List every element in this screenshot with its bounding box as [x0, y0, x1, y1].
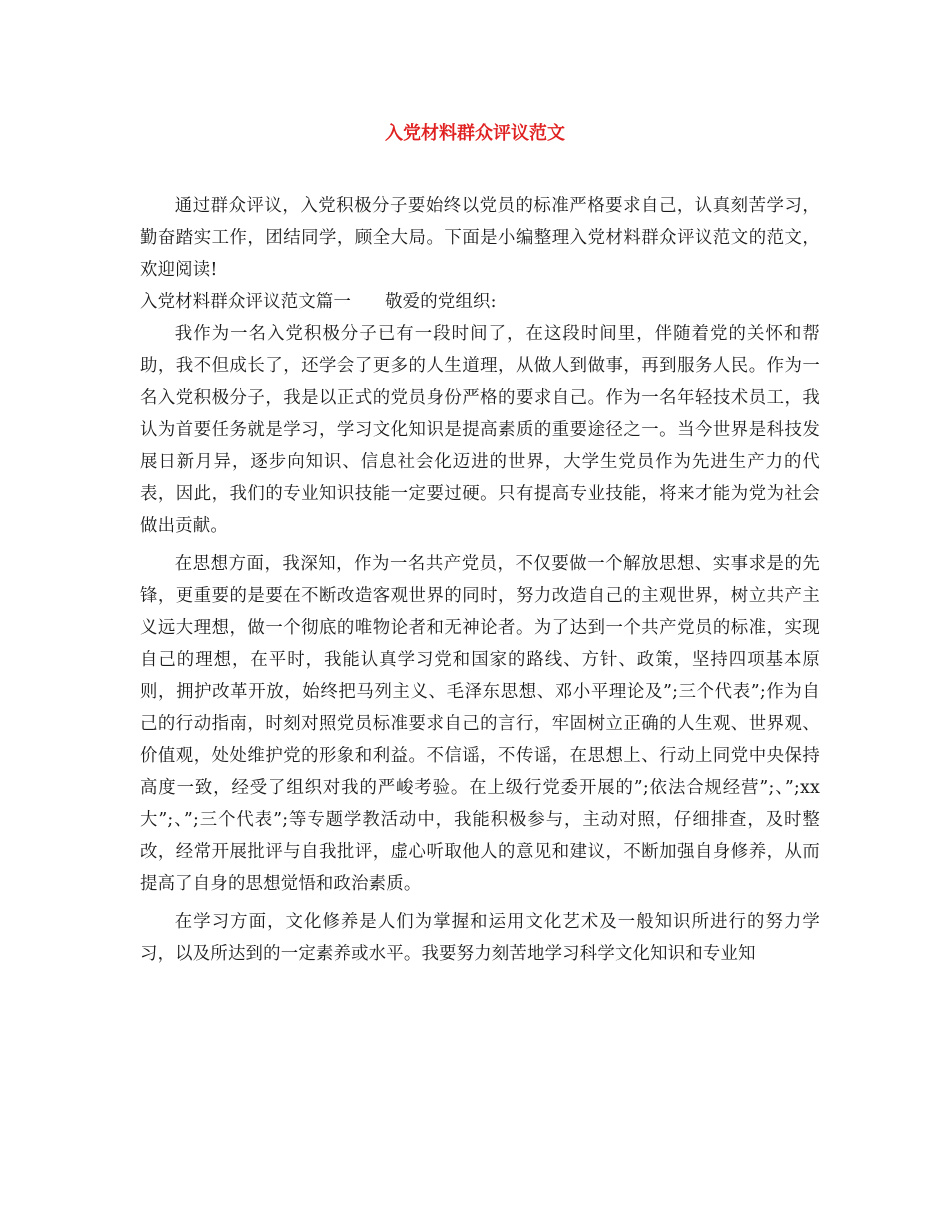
section-heading: 入党材料群众评议范文篇一 [140, 292, 352, 312]
body-paragraph-3: 在学习方面，文化修养是人们为掌握和运用文化艺术及一般知识所进行的努力学习，以及所达到的一定素养或水平。我要努力刻苦地学习科学文化知识和专业知 [140, 912, 820, 964]
document-body [140, 190, 820, 976]
document-title: 入党材料群众评议范文 [385, 123, 565, 144]
section-heading-line [140, 286, 820, 318]
body-paragraph-1: 我作为一名入党积极分子已有一段时间了，在这段时间里，伴随着党的关怀和帮助，我不但成长了，还学会了更多的人生道理，从做人到做事，再到服务人民。作为一名入党积极分子，我是以正式的党员身份严格的要求自己。作为一名年轻技术员工，我认为首要任务就是学习，学习文化知识是提高素质的重要途径之一。当今世界是科技发展日新月异，逐步向知识、信息社会化迈进的世界，大学生党员作为先进生产力的代表，因此，我们的专业知识技能一定要过硬。只有提高专业技能，将来才能为党为社会做出贡献。 [140, 324, 820, 536]
body-paragraph-2: 在思想方面，我深知，作为一名共产党员，不仅要做一个解放思想、实事求是的先锋，更重要的是要在不断改造客观世界的同时，努力改造自己的主观世界，树立共产主义远大理想，做一个彻底的唯物论者和无神论者。为了达到一个共产党员的标准，实现自己的理想，在平时，我能认真学习党和国家的路线、方针、政策，坚持四项基本原则，拥护改革开放，始终把马列主义、毛泽东思想、邓小平理论及”;三个代表”;作为自己的行动指南，时刻对照党员标准要求自己的言行，牢固树立正确的人生观、世界观、价值观，处处维护党的形象和利益。不信谣，不传谣，在思想上、行动上同党中央保持高度一致，经受了组织对我的严峻考验。在上级行党委开展的”;依法合规经营”;、”;xx大”;、”;三个代表”;等专题学教活动中，我能积极参与，主动对照，仔细排查，及时整改，经常开展批评与自我批评，虚心听取他人的意见和建议，不断加强自身修养，从而提高了自身的思想觉悟和政治素质。 [140, 554, 820, 894]
intro-paragraph: 通过群众评议，入党积极分子要始终以党员的标准严格要求自己，认真刻苦学习，勤奋踏实工作，团结同学，顾全大局。下面是小编整理入党材料群众评议范文的范文，欢迎阅读! [140, 196, 820, 280]
salutation: 敬爱的党组织: [385, 292, 497, 312]
